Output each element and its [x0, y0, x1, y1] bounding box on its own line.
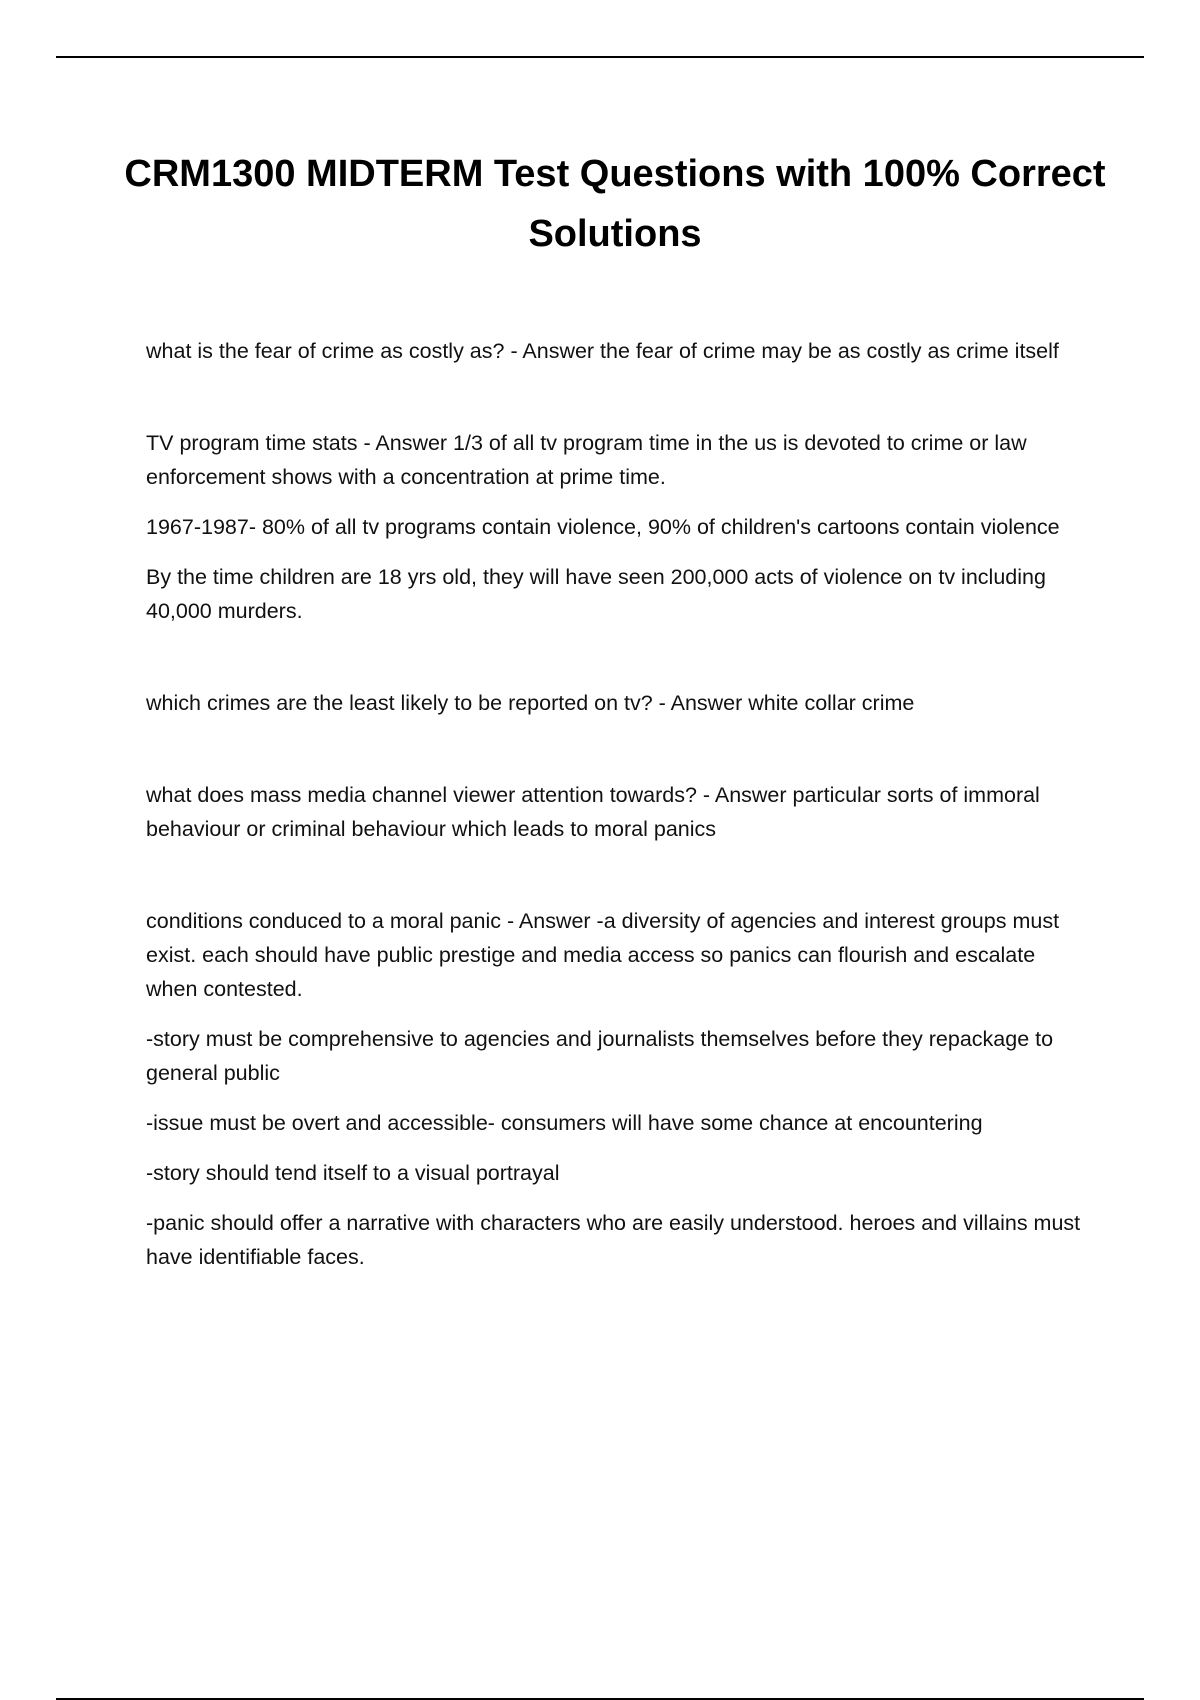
- qa-entry-least-reported-crimes: [146, 686, 1086, 720]
- document-body: [146, 334, 1086, 1290]
- paragraph: -story should tend itself to a visual portrayal: [146, 1161, 560, 1185]
- paragraph: By the time children are 18 yrs old, they will have seen 200,000 acts of violence on tv including 40,000 murders.: [146, 565, 1046, 623]
- paragraph: what does mass media channel viewer attention towards? - Answer particular sorts of immoral behaviour or criminal behaviour which leads to moral panics: [146, 783, 1040, 841]
- paragraph: 1967-1987- 80% of all tv programs contain violence, 90% of children's cartoons contain violence: [146, 515, 1060, 539]
- paragraph: conditions conduced to a moral panic - Answer -a diversity of agencies and interest groups must exist. each should have public prestige and media access so panics can flourish and escalate when contested.: [146, 909, 1060, 1001]
- paragraph: which crimes are the least likely to be reported on tv? - Answer white collar crime: [146, 691, 915, 715]
- qa-entry-moral-panic-conditions: [146, 904, 1086, 1274]
- paragraph: -issue must be overt and accessible- consumers will have some chance at encountering: [146, 1111, 983, 1135]
- qa-entry-tv-program-stats: [146, 426, 1086, 628]
- header-rule: [56, 56, 1144, 58]
- paragraph: what is the fear of crime as costly as? - Answer the fear of crime may be as costly as crime itself: [146, 339, 1059, 363]
- document-title: CRM1300 MIDTERM Test Questions with 100% Correct Solutions: [124, 153, 1106, 255]
- paragraph: -story must be comprehensive to agencies and journalists themselves before they repackage to general public: [146, 1027, 1054, 1085]
- paragraph: -panic should offer a narrative with characters who are easily understood. heroes and villains must have identifiable faces.: [146, 1211, 1081, 1269]
- paragraph: TV program time stats - Answer 1/3 of all tv program time in the us is devoted to crime or law enforcement shows with a concentration at prime time.: [146, 431, 1027, 489]
- qa-entry-mass-media-attention: [146, 778, 1086, 846]
- qa-entry-fear-of-crime: [146, 334, 1086, 368]
